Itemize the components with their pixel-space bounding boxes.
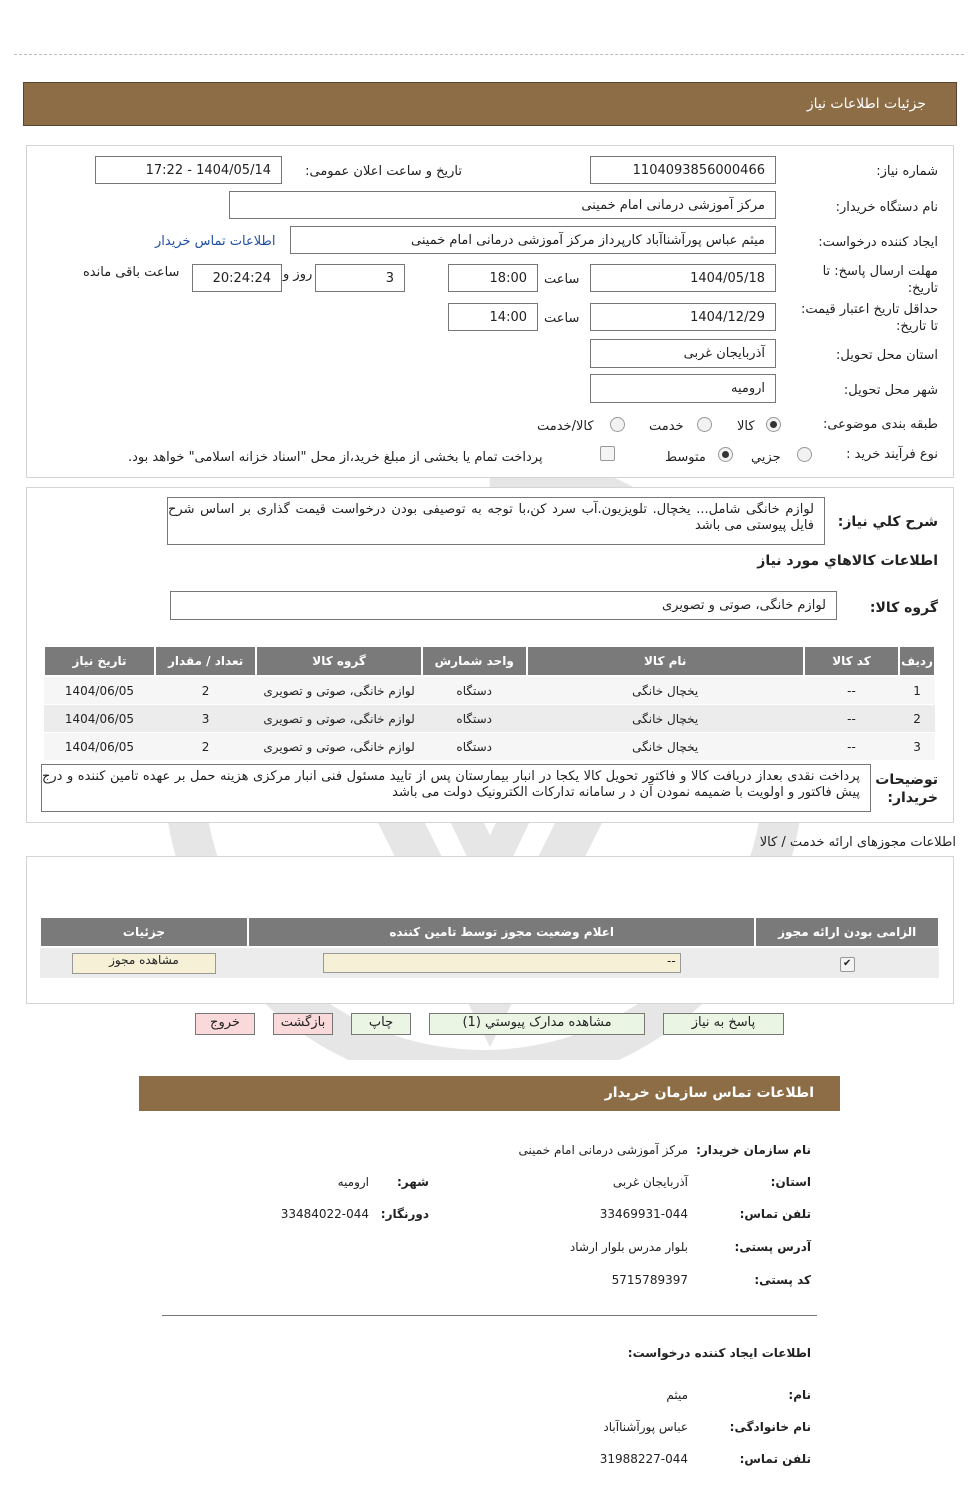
cell-code: -- bbox=[804, 733, 899, 761]
cell-row: 2 bbox=[899, 705, 935, 733]
announce-field: 1404/05/14 - 17:22 bbox=[95, 156, 282, 184]
process-medium-radio[interactable] bbox=[718, 447, 733, 462]
cell-code: -- bbox=[804, 705, 899, 733]
province-label: استان محل تحویل: bbox=[836, 348, 938, 363]
creator-field: میثم عباس پورآشناآباد کارپرداز مرکز آموزشی درمانی امام خمینی bbox=[290, 226, 776, 254]
contact-header bbox=[139, 1076, 840, 1111]
province-field: آذربایجان غربی bbox=[590, 339, 776, 368]
col-name: نام کالا bbox=[527, 646, 804, 676]
col-permit-status: اعلام وضعیت مجوز توسط تامین کننده bbox=[248, 917, 755, 947]
announce-label: تاریخ و ساعت اعلان عمومی: bbox=[305, 164, 462, 179]
back-button[interactable]: بازگشت bbox=[273, 1013, 333, 1035]
cell-group: لوازم خانگی، صوتی و تصویری bbox=[256, 705, 422, 733]
process-label: نوع فرآیند خرید : bbox=[846, 447, 938, 462]
page-header bbox=[23, 82, 957, 126]
contact-fax-label: دورنگار: bbox=[380, 1207, 429, 1221]
creator-info-title: اطلاعات ایجاد کننده درخواست: bbox=[627, 1346, 811, 1360]
col-group: گروه کالا bbox=[256, 646, 422, 676]
summary-label: شرح كلي نياز: bbox=[837, 514, 938, 530]
goods-table bbox=[43, 645, 936, 761]
contact-postal-value: 5715789397 bbox=[611, 1273, 688, 1287]
creator-phone-value: 31988227-044 bbox=[599, 1452, 688, 1466]
cell-row: 1 bbox=[899, 676, 935, 705]
contact-city-label: شهر: bbox=[397, 1175, 429, 1189]
validity-time-field: 14:00 bbox=[448, 303, 538, 331]
col-unit: واحد شمارش bbox=[422, 646, 527, 676]
col-permit-details: جزئیات bbox=[40, 917, 248, 947]
buyer-notes-label-2: خریدار: bbox=[887, 790, 938, 806]
creator-family-label: نام خانوادگی: bbox=[729, 1420, 811, 1434]
process-minor-radio[interactable] bbox=[797, 447, 812, 462]
contact-fax-value: 33484022-044 bbox=[280, 1207, 369, 1221]
goods-group-label: گروه کالا: bbox=[869, 600, 938, 616]
category-service-radio[interactable] bbox=[697, 417, 712, 432]
permits-table bbox=[39, 916, 940, 979]
col-qty: تعداد / مقدار bbox=[155, 646, 256, 676]
category-service-label: خدمت bbox=[649, 419, 684, 434]
validity-label: حداقل تاریخ اعتبار قیمت: bbox=[800, 302, 938, 317]
validity-time-label: ساعت bbox=[544, 311, 580, 326]
deadline-time-label: ساعت bbox=[544, 272, 580, 287]
cell-group: لوازم خانگی، صوتی و تصویری bbox=[256, 733, 422, 761]
creator-phone-label: تلفن تماس: bbox=[739, 1452, 811, 1466]
creator-name-label: نام: bbox=[788, 1388, 811, 1402]
contact-address-label: آدرس پستی: bbox=[734, 1240, 811, 1254]
cell-date: 1404/06/05 bbox=[44, 705, 155, 733]
validity-label-2: تا تاریخ: bbox=[896, 319, 938, 334]
treasury-checkbox[interactable] bbox=[600, 446, 615, 461]
cell-unit: دستگاه bbox=[422, 733, 527, 761]
summary-field: لوازم خانگی شامل... یخچال. تلویزیون.آب سرد کن،با توجه به توصیفی بودن درخواست قیمت گذاری بر اساس شرح فایل پیوستی می باشد bbox=[167, 497, 825, 545]
city-label: شهر محل تحویل: bbox=[843, 383, 938, 398]
exit-button[interactable]: خروج bbox=[195, 1013, 255, 1035]
creator-label: ایجاد کننده درخواست: bbox=[818, 235, 938, 250]
deadline-date-field: 1404/05/18 bbox=[590, 264, 776, 292]
contact-org-value: مرکز آموزشی درمانی امام خمینی bbox=[518, 1143, 688, 1157]
cell-unit: دستگاه bbox=[422, 705, 527, 733]
cell-qty: 2 bbox=[155, 676, 256, 705]
cell-qty: 3 bbox=[155, 705, 256, 733]
contact-title: اطلاعات تماس سازمان خریدار bbox=[604, 1085, 814, 1101]
contact-address-value: بلوار مدرس بلوار ارشاد bbox=[569, 1240, 688, 1254]
cell-name: یخچال خانگی bbox=[527, 676, 804, 705]
reply-button[interactable]: پاسخ به نیاز bbox=[663, 1013, 784, 1035]
process-minor-label: جزیي bbox=[751, 450, 781, 465]
category-goods-radio[interactable] bbox=[766, 417, 781, 432]
table-row bbox=[44, 705, 935, 733]
goods-group-field: لوازم خانگی، صوتی و تصویری bbox=[170, 591, 837, 620]
buyer-org-field: مرکز آموزشی درمانی امام خمینی bbox=[229, 191, 776, 219]
cell-name: یخچال خانگی bbox=[527, 705, 804, 733]
contact-phone-value: 33469931-044 bbox=[599, 1207, 688, 1221]
need-number-label: شماره نیاز: bbox=[876, 164, 938, 179]
category-goods-label: کالا bbox=[737, 419, 755, 434]
category-both-label: کالا/خدمت bbox=[537, 419, 594, 434]
table-row bbox=[44, 733, 935, 761]
contact-postal-label: کد پستی: bbox=[754, 1273, 811, 1287]
days-label: روز و bbox=[283, 267, 313, 282]
cell-code: -- bbox=[804, 676, 899, 705]
creator-name-value: میثم bbox=[666, 1388, 688, 1402]
deadline-time-field: 18:00 bbox=[448, 264, 538, 292]
contact-city-value: ارومیه bbox=[337, 1175, 369, 1189]
remaining-time-field: 20:24:24 bbox=[192, 264, 282, 292]
buyer-notes-field: پرداخت نقدی بعداز دریافت کالا و فاکتور تحویل کالا یکجا در انبار بیمارستان پس از تایید مسئول فنی انبار مرکزی هزینه حمل بر عهده تامین کننده و درج پیش فاکتور و اولویت با ضمیمه نمودن آن د ر سامانه تدارکات الکترونیک دولت می باشد bbox=[41, 764, 871, 812]
cell-qty: 2 bbox=[155, 733, 256, 761]
print-button[interactable]: چاپ bbox=[351, 1013, 411, 1035]
goods-info-title: اطلاعات كالاهاي مورد نياز bbox=[757, 553, 938, 569]
table-row bbox=[40, 947, 939, 979]
cell-name: یخچال خانگی bbox=[527, 733, 804, 761]
cell-date: 1404/06/05 bbox=[44, 733, 155, 761]
deadline-label-2: تاریخ: bbox=[907, 281, 938, 296]
permits-title: اطلاعات مجوزهای ارائه خدمت / کالا bbox=[759, 835, 956, 850]
contact-phone-label: تلفن تماس: bbox=[739, 1207, 811, 1221]
col-permit-required: الزامی بودن ارائه مجوز bbox=[755, 917, 939, 947]
contact-province-label: استان: bbox=[770, 1175, 811, 1189]
cell-unit: دستگاه bbox=[422, 676, 527, 705]
permit-status-field[interactable]: -- bbox=[323, 953, 681, 973]
attachments-button[interactable]: مشاهده مدارک پیوستي (1) bbox=[429, 1013, 645, 1035]
contact-province-value: آذربایجان غربی bbox=[612, 1175, 688, 1189]
city-field: ارومیه bbox=[590, 374, 776, 403]
col-date: تاریخ نیاز bbox=[44, 646, 155, 676]
buyer-notes-label: توضیحات bbox=[875, 772, 938, 788]
process-medium-label: متوسط bbox=[665, 450, 706, 465]
table-row bbox=[44, 676, 935, 705]
remaining-label: ساعت باقی مانده bbox=[83, 265, 180, 280]
cell-date: 1404/06/05 bbox=[44, 676, 155, 705]
cell-row: 3 bbox=[899, 733, 935, 761]
creator-family-value: عباس پورآشناآباد bbox=[603, 1420, 688, 1434]
payment-note: پرداخت تمام یا بخشی از مبلغ خرید،از محل "اسناد خزانه اسلامی" خواهد بود. bbox=[128, 450, 543, 465]
permit-required-checkbox: ✔ bbox=[840, 957, 855, 972]
buyer-contact-link[interactable]: اطلاعات تماس خریدار bbox=[155, 234, 276, 249]
col-row: ردیف bbox=[899, 646, 935, 676]
deadline-label: مهلت ارسال پاسخ: تا bbox=[822, 264, 938, 279]
buyer-org-label: نام دستگاه خریدار: bbox=[835, 200, 938, 215]
page-title: جزئیات اطلاعات نیاز bbox=[806, 96, 926, 112]
need-number-field: 1104093856000466 bbox=[590, 156, 776, 184]
contact-org-label: نام سازمان خریدار: bbox=[696, 1143, 811, 1157]
top-divider bbox=[14, 54, 964, 55]
col-code: کد کالا bbox=[804, 646, 899, 676]
category-both-radio[interactable] bbox=[610, 417, 625, 432]
days-field: 3 bbox=[315, 264, 405, 292]
contact-divider bbox=[162, 1315, 817, 1316]
cell-group: لوازم خانگی، صوتی و تصویری bbox=[256, 676, 422, 705]
category-label: طبقه بندی موضوعی: bbox=[822, 417, 938, 432]
view-permit-button[interactable]: مشاهده مجوز bbox=[72, 953, 216, 974]
validity-date-field: 1404/12/29 bbox=[590, 303, 776, 331]
